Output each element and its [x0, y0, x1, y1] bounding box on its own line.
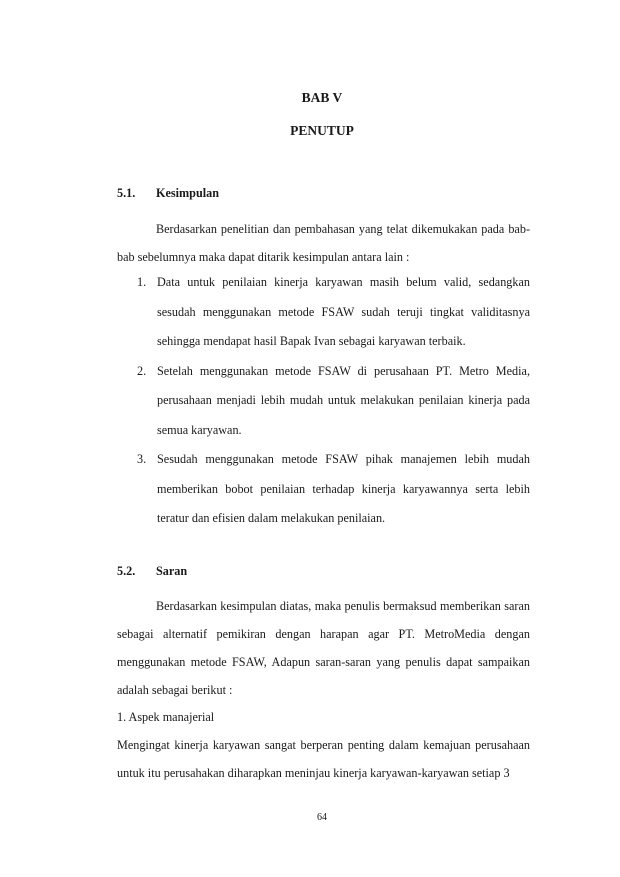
list-item-text: Sesudah menggunakan metode FSAW pihak manajemen lebih mudah memberikan bobot penilaian terhadap kinerja karyawannya serta lebih teratur dan efisien dalam melakukan penilaian. — [157, 452, 530, 525]
list-item — [137, 445, 530, 534]
chapter-title: PENUTUP — [290, 123, 354, 138]
list-item-text: Data untuk penilaian kinerja karyawan masih belum valid, sedangkan sesudah menggunakan metode FSAW sudah teruji tingkat validitasnya sehingga mendapat hasil Bapak Ivan sebagai karyawan terbaik. — [157, 275, 530, 348]
section-title: Kesimpulan — [156, 186, 219, 200]
list-item-number: 1. — [137, 275, 147, 289]
conclusion-list — [137, 268, 530, 534]
list-item-text: Setelah menggunakan metode FSAW di perusahaan PT. Metro Media, perusahaan menjadi lebih mudah untuk melakukan penilaian kinerja pada semua karyawan. — [157, 363, 530, 437]
list-item-number: 3. — [137, 452, 147, 466]
section-intro-paragraph: Berdasarkan penelitian dan pembahasan yang telat dikemukakan pada bab-bab sebelumnya maka dapat ditarik kesimpulan antara lain : — [117, 222, 530, 264]
aspect-paragraph: Mengingat kinerja karyawan sangat berperan penting dalam kemajuan perusahaan untuk itu perusahakan diharapkan meninjau kinerja karyawan-karyawan setiap 3 — [117, 738, 530, 780]
list-item — [137, 357, 530, 446]
section-title: Saran — [156, 564, 188, 578]
section-intro-paragraph: Berdasarkan kesimpulan diatas, maka penulis bermaksud memberikan saran sebagai alternatif pemikiran dengan harapan agar PT. MetroMedia dengan menggunakan metode FSAW, Adapun saran-saran yang penulis dapat sampaikan adalah sebagai berikut : — [117, 599, 530, 697]
section-number: 5.1. — [117, 186, 136, 200]
section-number: 5.2. — [117, 564, 136, 578]
list-item — [137, 268, 530, 357]
chapter-number: BAB V — [301, 90, 343, 105]
aspect-heading: 1. Aspek manajerial — [117, 710, 215, 724]
list-item-number: 2. — [137, 363, 147, 378]
page-number: 64 — [317, 812, 327, 823]
